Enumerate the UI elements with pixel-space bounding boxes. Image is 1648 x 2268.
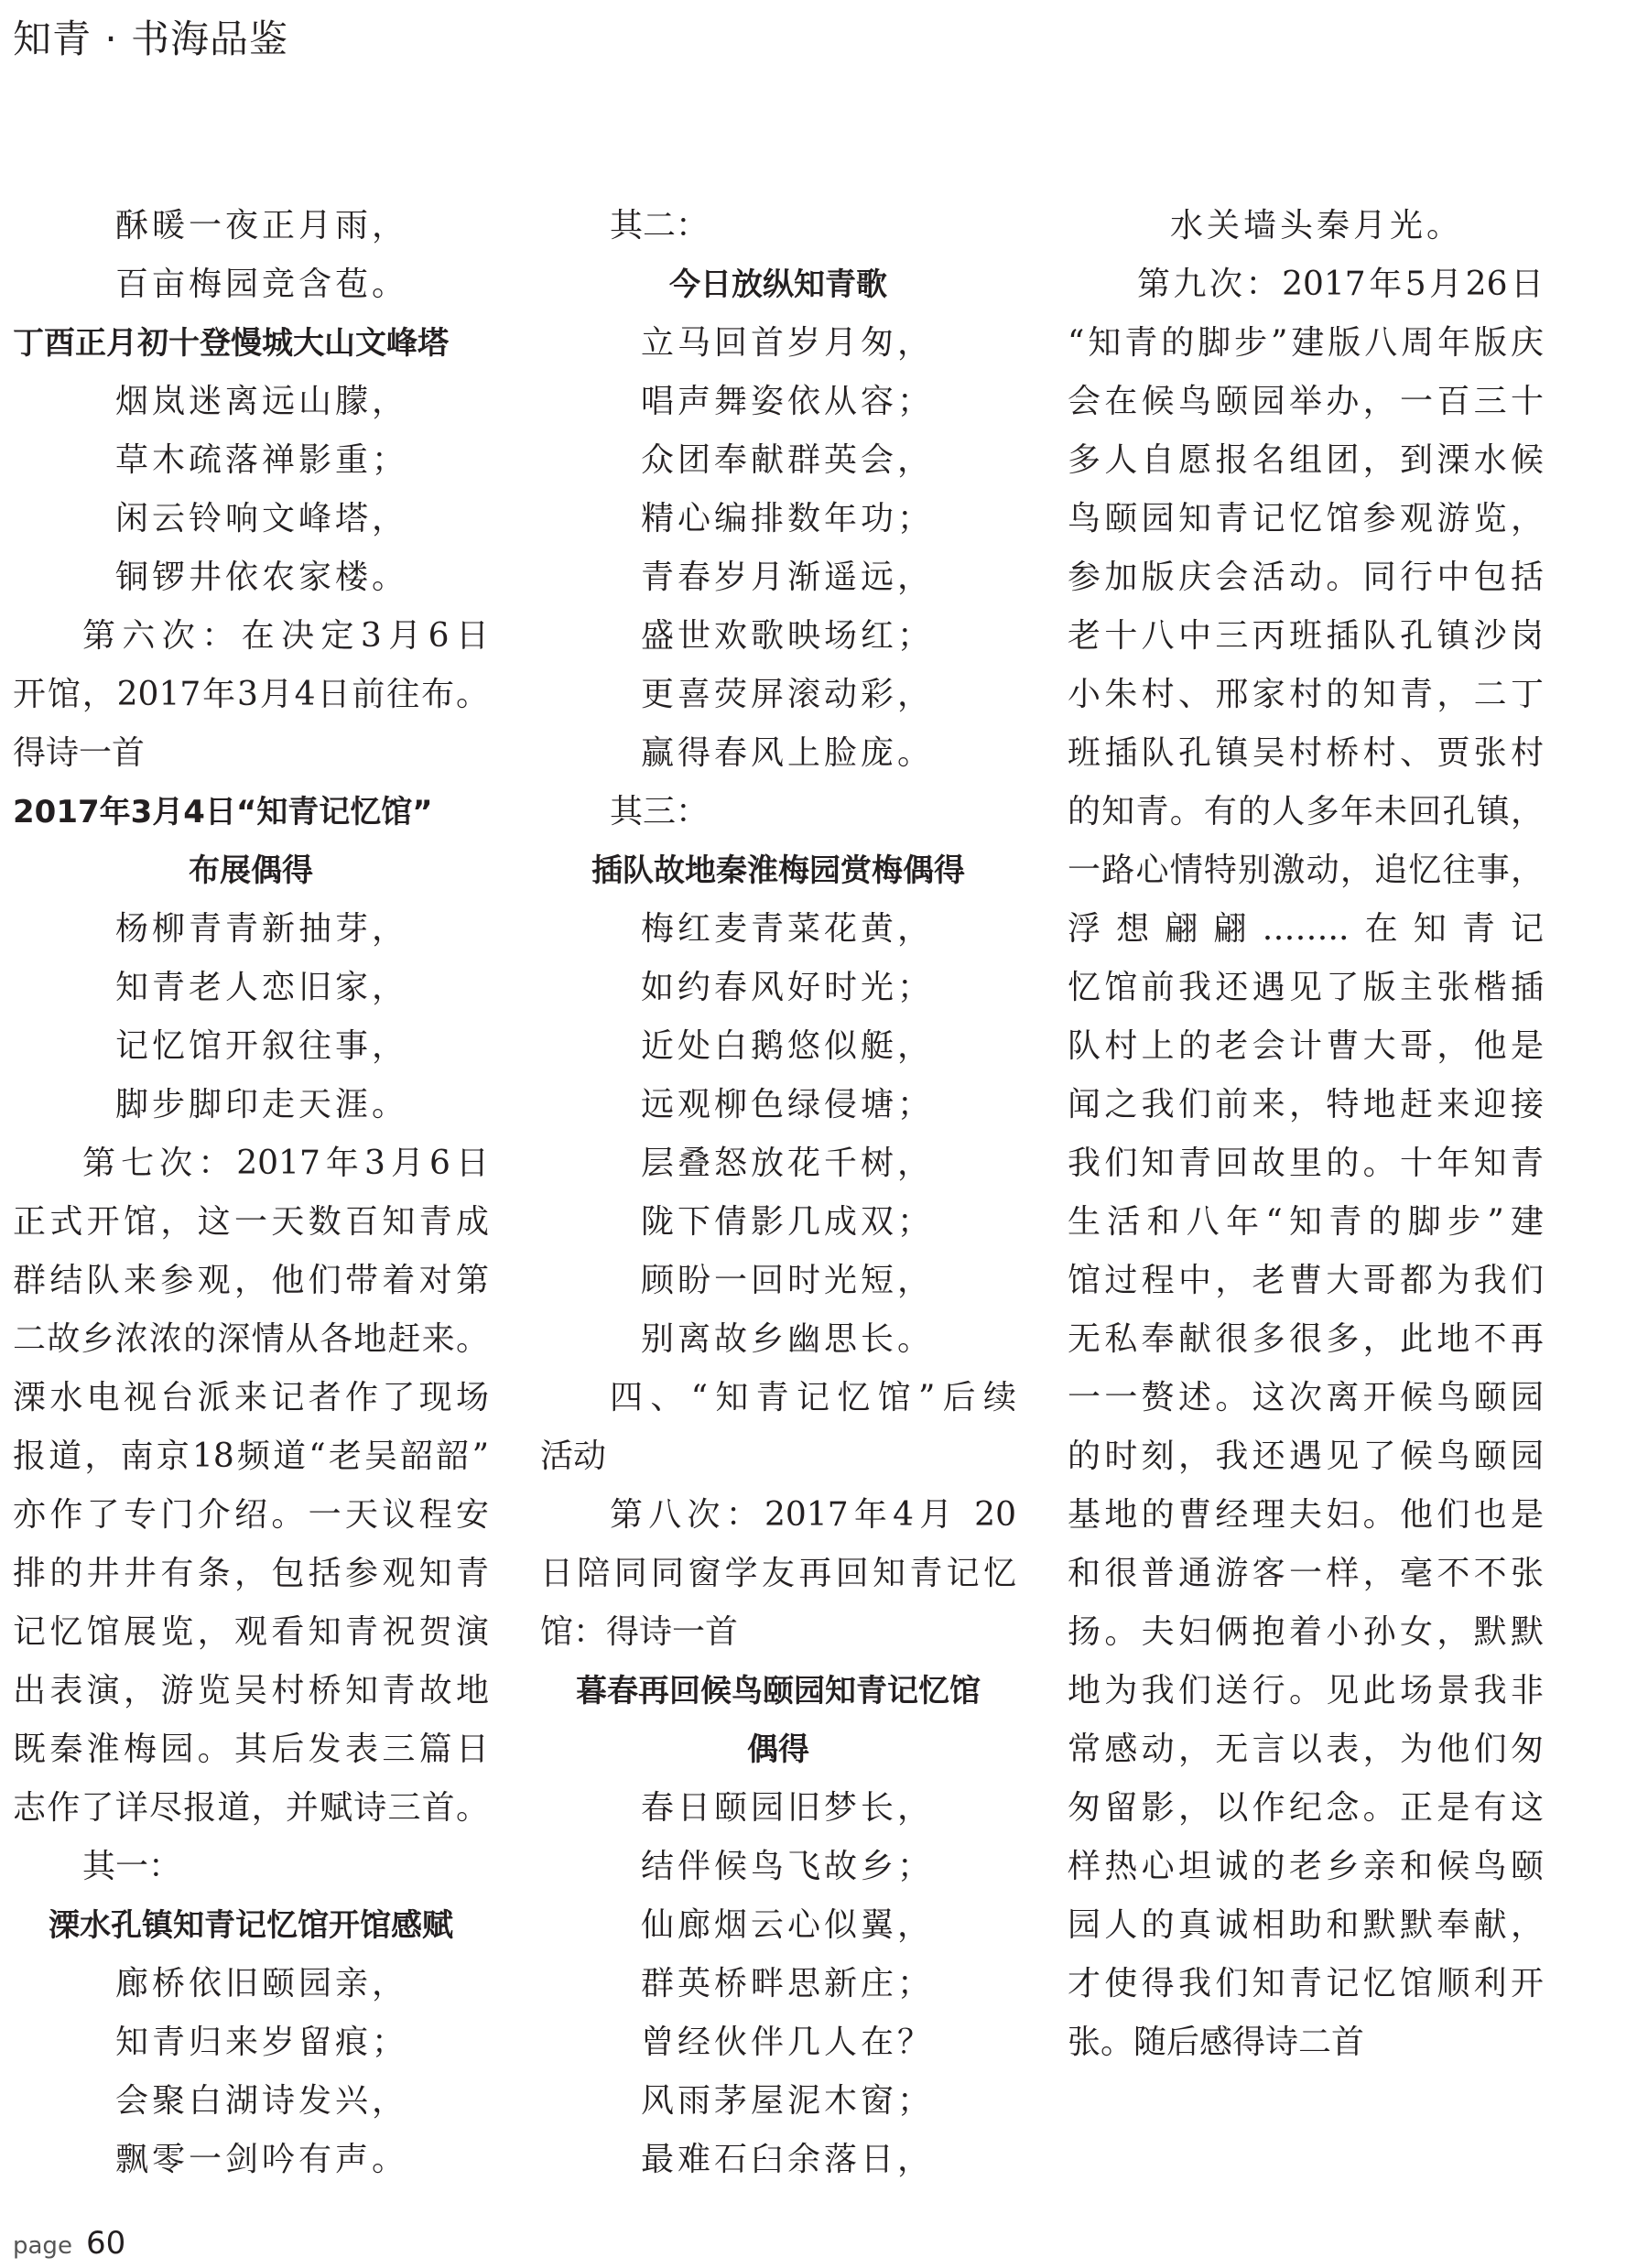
verse-line: 远观柳色绿侵塘； <box>641 1086 935 1123</box>
verse-line: 脚步脚印走天涯。 <box>115 1086 409 1123</box>
paragraph-line: 四、“知青记忆馆”后续 <box>610 1379 1016 1416</box>
paragraph-line: 第七次：2017年3月6日 <box>82 1145 489 1182</box>
paragraph-line: 样热心坦诚的老乡亲和候鸟颐 <box>1068 1848 1544 1885</box>
paragraph-line: 班插队孔镇吴村桥村、贾张村 <box>1068 734 1544 772</box>
paragraph-line: 出表演，游览吴村桥知青故地 <box>13 1672 489 1709</box>
paragraph-line: 第九次：2017年5月26日 <box>1137 266 1544 303</box>
verse-line: 曾经伙伴几人在？ <box>641 2024 935 2061</box>
paragraph-line: 其一： <box>82 1848 182 1885</box>
poem-title: 2017年3月4日“知青记忆馆” <box>13 794 433 830</box>
verse-line: 立马回首岁月匆， <box>641 324 935 362</box>
paragraph-line: 馆：得诗一首 <box>540 1613 739 1651</box>
paragraph-line: 参加版庆会活动。同行中包括 <box>1068 559 1544 596</box>
paragraph-line: 馆过程中，老曹大哥都为我们 <box>1068 1262 1544 1299</box>
verse-line: 结伴候鸟飞故乡； <box>641 1848 935 1885</box>
verse-line: 仙廊烟云心似翼， <box>641 1906 935 1944</box>
paragraph-line: 才使得我们知青记忆馆顺利开 <box>1068 1965 1544 2002</box>
paragraph-line: 记忆馆展览，观看知青祝贺演 <box>13 1613 489 1651</box>
poem-title: 丁酉正月初十登慢城大山文峰塔 <box>13 325 449 362</box>
paragraph-line: 忆馆前我还遇见了版主张楷插 <box>1068 969 1544 1006</box>
verse-line: 杨柳青青新抽芽， <box>115 910 409 948</box>
paragraph-line: 二故乡浓浓的深情从各地赶来。 <box>13 1320 489 1358</box>
page-label: page <box>13 2232 72 2260</box>
poem-title: 暮春再回候鸟颐园知青记忆馆 <box>576 1673 981 1709</box>
verse-line: 近处白鹅悠似艇， <box>641 1027 935 1065</box>
verse-line: 梅红麦青菜花黄， <box>641 910 935 948</box>
paragraph-line: 一路心情特别激动，追忆往事， <box>1068 852 1544 889</box>
paragraph-line: 老十八中三丙班插队孔镇沙岗 <box>1068 617 1544 655</box>
verse-line: 顾盼一回时光短， <box>641 1262 935 1299</box>
verse-line: 群英桥畔思新庄； <box>641 1965 935 2002</box>
verse-line: 闲云铃响文峰塔， <box>115 500 409 537</box>
paragraph-line: 志作了详尽报道，并赋诗三首。 <box>13 1789 489 1827</box>
verse-line: 知青老人恋旧家， <box>115 969 409 1006</box>
paragraph-line: 溧水电视台派来记者作了现场 <box>13 1379 489 1416</box>
poem-title: 插队故地秦淮梅园赏梅偶得 <box>591 852 965 889</box>
paragraph-line: 鸟颐园知青记忆馆参观游览， <box>1068 500 1544 537</box>
paragraph-line: 的知青。有的人多年未回孔镇， <box>1068 793 1544 830</box>
verse-line: 飘零一剑吟有声。 <box>115 2141 409 2178</box>
paragraph-line: 其二： <box>610 207 710 244</box>
verse-line: 最难石臼余落日， <box>641 2141 935 2178</box>
paragraph-line: 多人自愿报名组团，到溧水候 <box>1068 441 1544 479</box>
paragraph-line: 一一赘述。这次离开候鸟颐园 <box>1068 1379 1544 1416</box>
paragraph-line: 浮想翩翩……..在知青记 <box>1068 910 1544 948</box>
verse-line: 风雨茅屋泥木窗； <box>641 2082 935 2120</box>
paragraph-line: 常感动，无言以表，为他们匆 <box>1068 1731 1544 1768</box>
verse-line: 酥暖一夜正月雨， <box>115 207 409 244</box>
verse-line: 铜锣井依农家楼。 <box>115 559 409 596</box>
verse-line: 会聚白湖诗发兴， <box>115 2082 409 2120</box>
paragraph-line: 排的井井有条，包括参观知青 <box>13 1555 489 1592</box>
paragraph-line: 得诗一首 <box>13 734 146 772</box>
verse-line: 草木疏落禅影重； <box>115 441 409 479</box>
verse-line: 春日颐园旧梦长， <box>641 1789 935 1827</box>
verse-line: 廊桥依旧颐园亲， <box>115 1965 409 2002</box>
verse-line: 盛世欢歌映场红； <box>641 617 935 655</box>
verse-line: 众团奉献群英会， <box>641 441 935 479</box>
verse-line: 如约春风好时光； <box>641 969 935 1006</box>
paragraph-line: 基地的曹经理夫妇。他们也是 <box>1068 1496 1544 1534</box>
paragraph-line: 既秦淮梅园。其后发表三篇日 <box>13 1731 489 1768</box>
paragraph-line: 开馆，2017年3月4日前往布。 <box>13 676 489 713</box>
running-header: 知青 · 书海品鉴 <box>13 16 289 61</box>
poem-title: 布展偶得 <box>189 852 313 889</box>
paragraph-line: 匆留影，以作纪念。正是有这 <box>1068 1789 1544 1827</box>
page-footer <box>13 2225 125 2262</box>
paragraph-line: 报道，南京18频道“老吴韶韶” <box>13 1438 489 1475</box>
verse-line: 百亩梅园竞含苞。 <box>115 266 409 303</box>
verse-line: 青春岁月渐遥远， <box>641 559 935 596</box>
paragraph-line: 园人的真诚相助和默默奉献， <box>1068 1906 1544 1944</box>
paragraph-line: 张。随后感得诗二首 <box>1068 2024 1365 2061</box>
paragraph-line: 活动 <box>540 1438 607 1475</box>
paragraph-line: 的时刻，我还遇见了候鸟颐园 <box>1068 1438 1544 1475</box>
paragraph-line: 会在候鸟颐园举办，一百三十 <box>1068 383 1544 420</box>
paragraph-line: 正式开馆，这一天数百知青成 <box>13 1203 489 1241</box>
paragraph-line: 扬。夫妇俩抱着小孙女，默默 <box>1068 1613 1544 1651</box>
verse-line: 层叠怒放花千树， <box>641 1145 935 1182</box>
verse-line: 知青归来岁留痕； <box>115 2024 409 2061</box>
verse-line: 陇下倩影几成双； <box>641 1203 935 1241</box>
paragraph-line: 群结队来参观，他们带着对第 <box>13 1262 489 1299</box>
paragraph-line: 第八次：2017年4月 20 <box>610 1496 1016 1534</box>
poem-title: 今日放纵知青歌 <box>669 266 887 303</box>
text-column-middle <box>540 197 1016 2189</box>
paragraph-line: 第六次：在决定3月6日 <box>82 617 489 655</box>
verse-line: 精心编排数年功； <box>641 500 935 537</box>
paragraph-line: 队村上的老会计曹大哥，他是 <box>1068 1027 1544 1065</box>
verse-line: 烟岚迷离远山朦， <box>115 383 409 420</box>
paragraph-line: 亦作了专门介绍。一天议程安 <box>13 1496 489 1534</box>
paragraph-line: 生活和八年“知青的脚步”建 <box>1068 1203 1544 1241</box>
verse-line: 唱声舞姿依从容； <box>641 383 935 420</box>
paragraph-line: “知青的脚步”建版八周年版庆 <box>1068 324 1544 362</box>
verse-line: 更喜荧屏滚动彩， <box>641 676 935 713</box>
paragraph-line: 其三： <box>610 793 710 830</box>
verse-line: 记忆馆开叙往事， <box>115 1027 409 1065</box>
text-column-left <box>13 197 489 2189</box>
paragraph-line: 小朱村、邢家村的知青，二丁 <box>1068 676 1544 713</box>
verse-line: 赢得春风上脸庞。 <box>641 734 935 772</box>
text-column-right <box>1068 197 1544 2072</box>
paragraph-line: 我们知青回故里的。十年知青 <box>1068 1145 1544 1182</box>
poem-title: 偶得 <box>747 1731 809 1768</box>
paragraph-line: 闻之我们前来，特地赶来迎接 <box>1068 1086 1544 1123</box>
paragraph-line: 和很普通游客一样，毫不不张 <box>1068 1555 1544 1592</box>
verse-line: 别离故乡幽思长。 <box>641 1320 935 1358</box>
paragraph-line: 地为我们送行。见此场景我非 <box>1068 1672 1544 1709</box>
poem-title: 溧水孔镇知青记忆馆开馆感赋 <box>49 1907 453 1944</box>
paragraph-line: 无私奉献很多很多，此地不再 <box>1068 1320 1544 1358</box>
verse-line: 水关墙头秦月光。 <box>1170 207 1464 244</box>
paragraph-line: 日陪同同窗学友再回知青记忆 <box>540 1555 1016 1592</box>
page-number: 60 <box>86 2225 126 2262</box>
